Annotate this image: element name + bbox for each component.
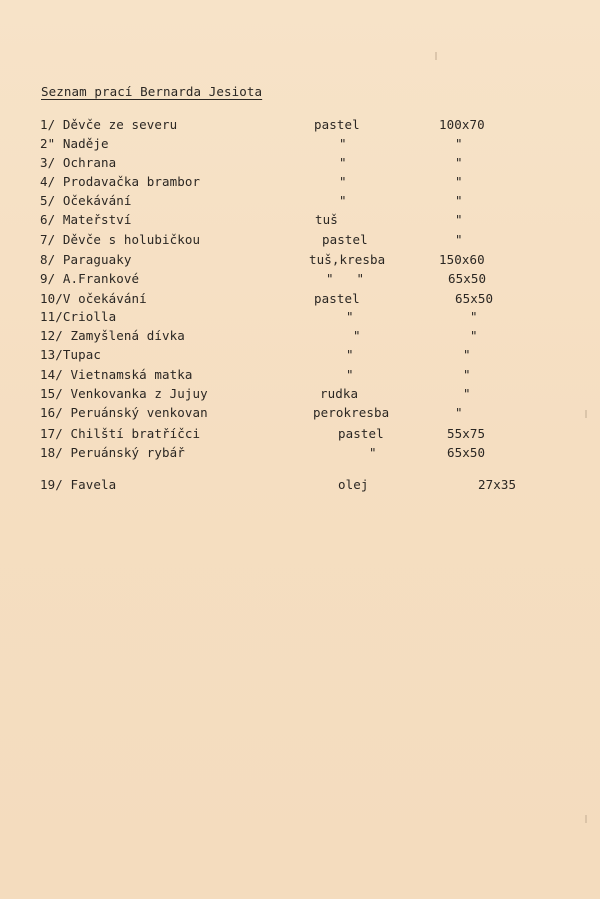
paper-mark xyxy=(585,410,587,418)
work-row xyxy=(0,405,600,423)
work-size: " xyxy=(470,328,478,343)
work-technique: pastel xyxy=(314,291,360,306)
work-technique: " xyxy=(346,367,354,382)
work-row xyxy=(0,367,600,385)
paper-mark xyxy=(435,52,437,60)
work-size: " xyxy=(463,386,471,401)
work-technique: " xyxy=(339,174,347,189)
document-title: Seznam prací Bernarda Jesiota xyxy=(41,84,263,99)
work-size: " xyxy=(455,174,463,189)
work-technique: " xyxy=(339,155,347,170)
work-title: 19/ Favela xyxy=(40,477,117,492)
work-size: " xyxy=(455,232,463,247)
work-title: 10/V očekávání xyxy=(40,291,147,306)
work-row xyxy=(0,328,600,346)
work-size: 27x35 xyxy=(478,477,517,492)
work-size: " xyxy=(455,136,463,151)
work-size: " xyxy=(463,367,471,382)
work-technique: pastel xyxy=(338,426,384,441)
work-row xyxy=(0,174,600,192)
work-title: 7/ Děvče s holubičkou xyxy=(40,232,201,247)
work-title: 11/Criolla xyxy=(40,309,117,324)
work-row xyxy=(0,309,600,327)
work-row xyxy=(0,252,600,270)
paper-mark xyxy=(585,815,587,823)
work-size: 100x70 xyxy=(439,117,485,132)
work-size: " xyxy=(455,193,463,208)
work-technique: rudka xyxy=(320,386,359,401)
work-technique: olej xyxy=(338,477,369,492)
work-size: 65x50 xyxy=(447,445,486,460)
work-size: 150x60 xyxy=(439,252,485,267)
work-title: 17/ Chilští bratříčci xyxy=(40,426,201,441)
work-row xyxy=(0,426,600,444)
work-size: 65x50 xyxy=(455,291,494,306)
work-technique: " xyxy=(339,136,347,151)
work-technique: " " xyxy=(326,271,365,286)
work-row xyxy=(0,477,600,495)
work-title: 8/ Paraguaky xyxy=(40,252,132,267)
work-technique: " xyxy=(339,193,347,208)
work-title: 14/ Vietnamská matka xyxy=(40,367,193,382)
work-title: 15/ Venkovanka z Jujuy xyxy=(40,386,208,401)
work-technique: pastel xyxy=(322,232,368,247)
work-technique: pastel xyxy=(314,117,360,132)
work-size: " xyxy=(455,155,463,170)
work-row xyxy=(0,136,600,154)
work-title: 1/ Děvče ze severu xyxy=(40,117,178,132)
work-title: 6/ Mateřství xyxy=(40,212,132,227)
work-row xyxy=(0,386,600,404)
work-row xyxy=(0,155,600,173)
work-title: 16/ Peruánský venkovan xyxy=(40,405,208,420)
work-technique: " xyxy=(346,309,354,324)
work-size: " xyxy=(463,347,471,362)
work-row xyxy=(0,117,600,135)
work-row xyxy=(0,445,600,463)
work-title: 13/Tupac xyxy=(40,347,102,362)
work-technique: " xyxy=(369,445,377,460)
work-title: 3/ Ochrana xyxy=(40,155,117,170)
work-technique: perokresba xyxy=(313,405,390,420)
work-technique: tuš xyxy=(315,212,338,227)
work-row xyxy=(0,291,600,309)
work-size: " xyxy=(470,309,478,324)
work-row xyxy=(0,271,600,289)
work-row xyxy=(0,232,600,250)
work-size: 55x75 xyxy=(447,426,486,441)
work-title: 18/ Peruánský rybář xyxy=(40,445,185,460)
work-row xyxy=(0,212,600,230)
work-row xyxy=(0,193,600,211)
work-title: 9/ A.Frankové xyxy=(40,271,140,286)
work-technique: " xyxy=(353,328,361,343)
work-size: 65x50 xyxy=(448,271,487,286)
work-row xyxy=(0,347,600,365)
work-size: " xyxy=(455,405,463,420)
work-technique: tuš,kresba xyxy=(309,252,386,267)
work-title: 4/ Prodavačka brambor xyxy=(40,174,201,189)
work-size: " xyxy=(455,212,463,227)
work-technique: " xyxy=(346,347,354,362)
work-title: 2" Naděje xyxy=(40,136,109,151)
work-title: 5/ Očekávání xyxy=(40,193,132,208)
work-title: 12/ Zamyšlená dívka xyxy=(40,328,185,343)
